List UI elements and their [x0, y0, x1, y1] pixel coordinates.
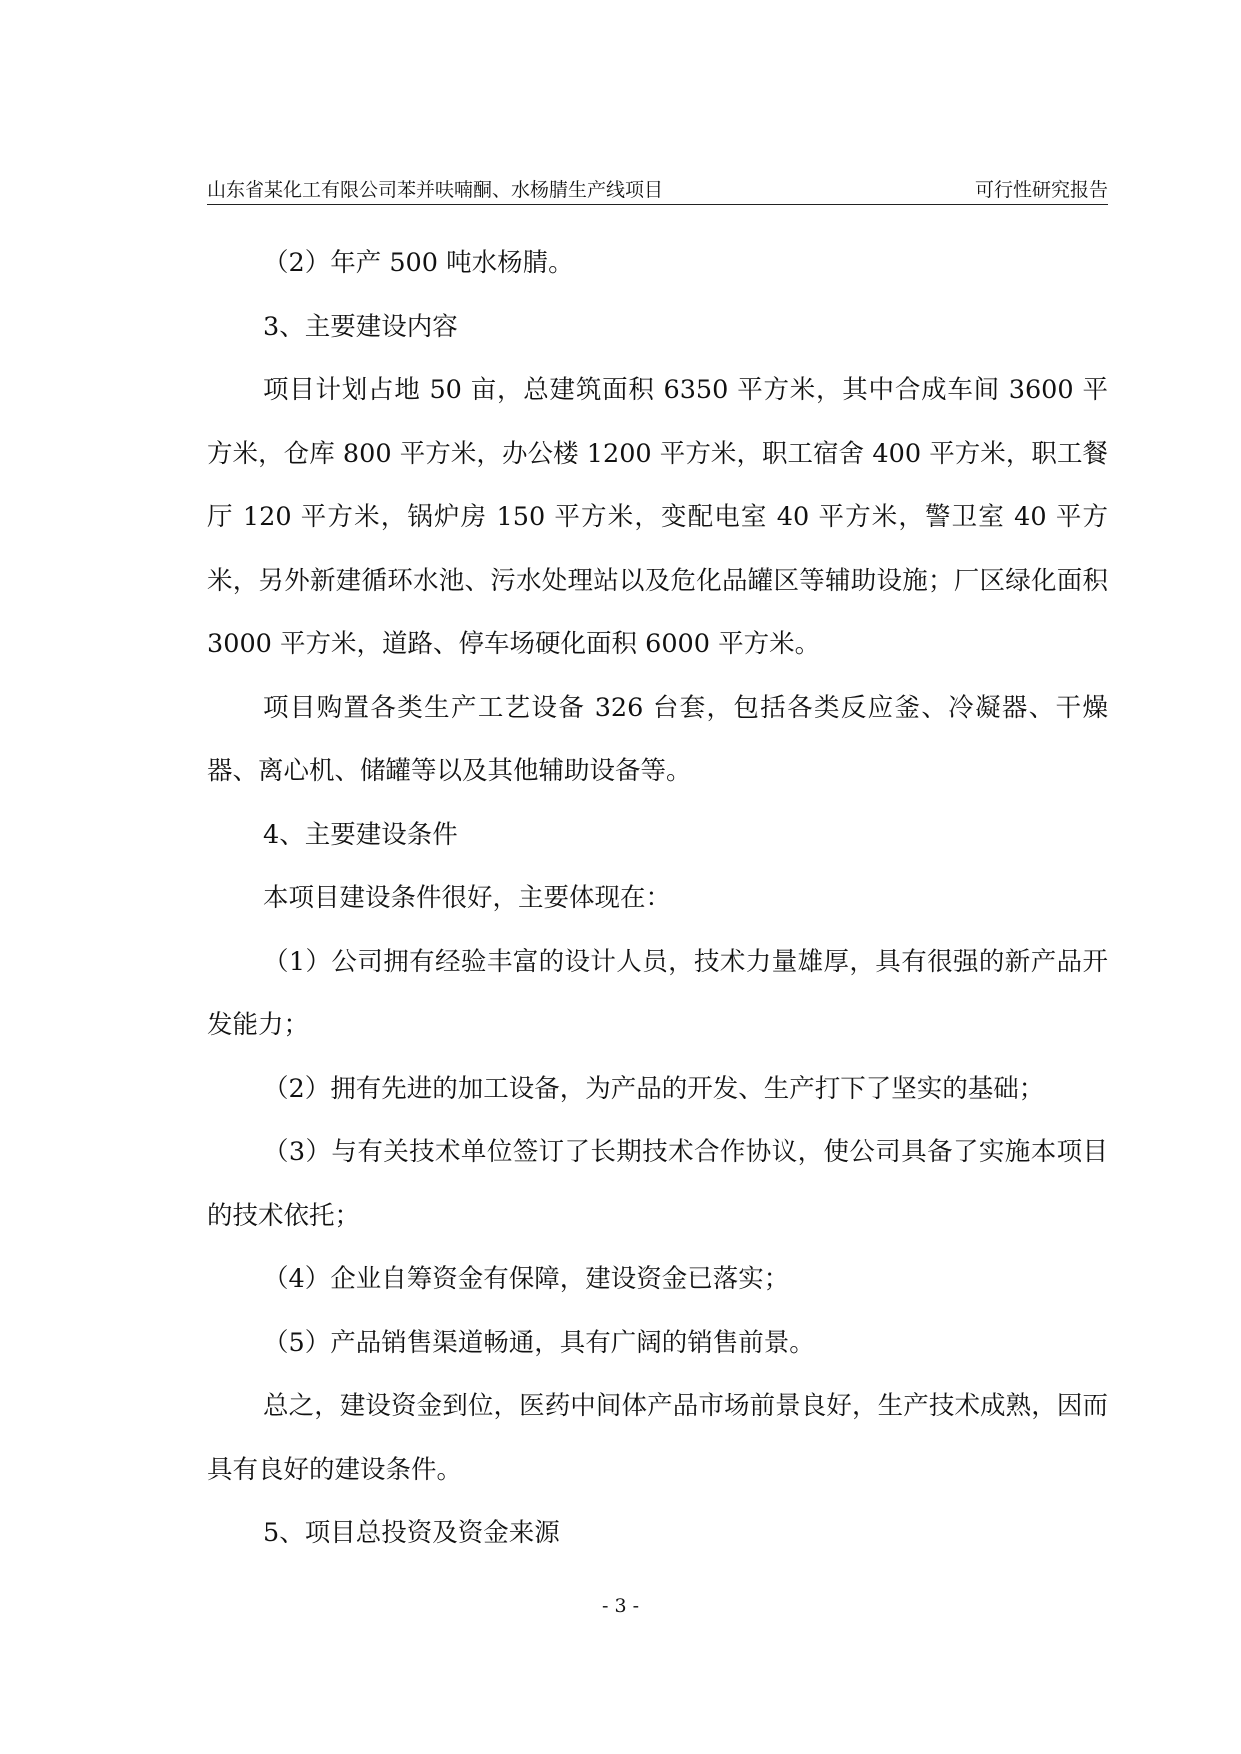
paragraph-equipment: 项目购置各类生产工艺设备 326 台套，包括各类反应釜、冷凝器、干燥器、离心机、储罐等以及其他辅助设备等。	[207, 692, 1108, 786]
page-header	[207, 176, 1108, 205]
header-project-title: 山东省某化工有限公司苯并呋喃酮、水杨腈生产线项目	[207, 179, 664, 201]
output-item-2: （2）年产 500 吨水杨腈。	[263, 248, 574, 278]
paragraph-conclusion: 总之，建设资金到位，医药中间体产品市场前景良好，生产技术成熟，因而具有良好的建设条件。	[207, 1391, 1108, 1485]
section-heading-construction-conditions: 4、主要建设条件	[263, 819, 458, 850]
page-number: - 3 -	[601, 1595, 639, 1617]
header-report-type: 可行性研究报告	[974, 179, 1108, 201]
condition-item-5: （5）产品销售渠道畅通，具有广阔的销售前景。	[263, 1327, 815, 1358]
condition-item-2: （2）拥有先进的加工设备，为产品的开发、生产打下了坚实的基础；	[263, 1073, 1045, 1104]
section-heading-investment: 5、项目总投资及资金来源	[263, 1518, 560, 1548]
section-heading-construction-content: 3、主要建设内容	[263, 311, 458, 342]
condition-item-4: （4）企业自筹资金有保障，建设资金已落实；	[263, 1264, 790, 1294]
document-body	[207, 232, 1108, 1566]
condition-item-1: （1）公司拥有经验丰富的设计人员，技术力量雄厚，具有很强的新产品开发能力；	[207, 946, 1108, 1040]
paragraph-conditions-intro: 本项目建设条件很好，主要体现在：	[263, 883, 672, 913]
paragraph-construction-scope: 项目计划占地 50 亩，总建筑面积 6350 平方米，其中合成车间 3600 平方米，仓库 800 平方米，办公楼 1200 平方米，职工宿舍 400 平方米，职工餐厅 120 平方米，锅炉房 150 平方米，变配电室 40 平方米，警卫室 40 平方米，另外新建循环水池、污水处理站以及危化品罐区等辅助设施；厂区绿化面积 3000 平方米，道路、停车场硬化面积 6000 平方米。	[207, 375, 1108, 659]
condition-item-3: （3）与有关技术单位签订了长期技术合作协议，使公司具备了实施本项目的技术依托；	[207, 1137, 1108, 1231]
